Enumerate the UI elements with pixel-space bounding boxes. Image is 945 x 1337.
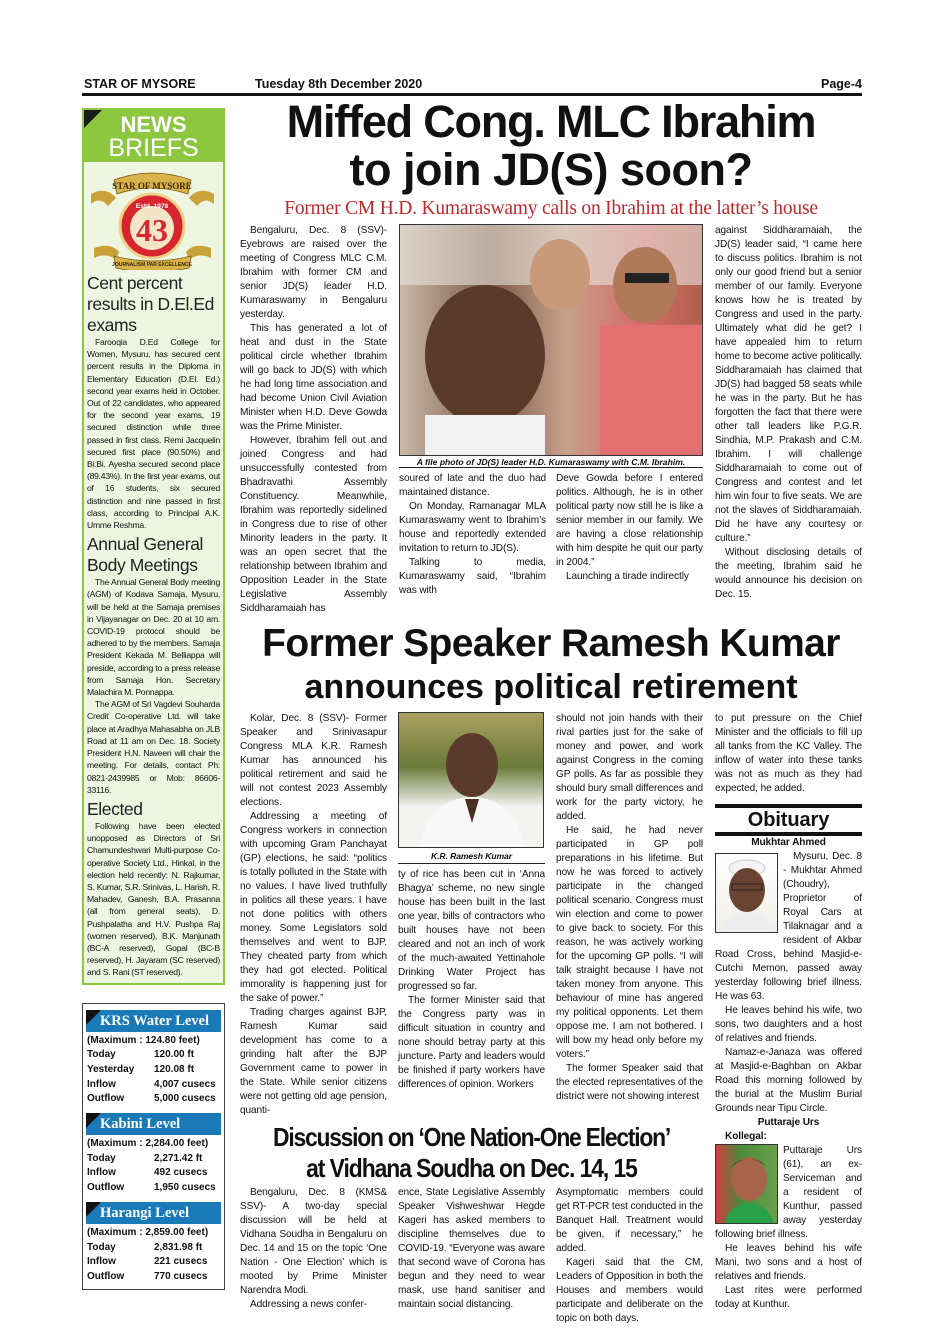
level-row: Today 2,271.42 ft — [87, 1152, 203, 1164]
article-column — [715, 224, 862, 602]
lower-section — [240, 712, 862, 1326]
article-column — [240, 1186, 387, 1312]
article-ibrahim-body — [240, 224, 862, 616]
paragraph: Asymptomatic members could get RT-PCR test conducted in the Banquet Hall. Treatment would be given, if necessary,” he added. — [556, 1187, 703, 1254]
photo-puttaraje-urs — [715, 1144, 778, 1224]
corner-triangle-icon — [86, 1010, 101, 1025]
obituary-entry — [715, 836, 862, 1312]
paragraph: Puttaraje Urs (61), an ex-Serviceman and a resident of Kunthur, passed away yesterday following brief illness. — [715, 1145, 862, 1240]
section-title: Harangi Level — [100, 1204, 190, 1221]
article-column — [398, 1186, 545, 1312]
level-row: Inflow 221 cusecs — [87, 1256, 208, 1268]
obituary-name: Mukhtar Ahmed — [751, 837, 826, 848]
brief-text: Following have been elected unopposed as Directors of Sri Chamundeshwari Multi-purpose Co-operative Society Ltd., Hinkal, in the election held recently: N. Rajkumar, S. Kumar, S.R. Srinivas, L. Harish, R. Mahadev, Ganesh, B.A. Prasanna (all from general seats), D. Pushpalatha and H.V. Pushpa Raj (women reserved), B.K. Manjunath (BC-A reserved), Gopal (BC-B reserved), H. Jayaram (SC reserved) and S. Rani (ST reserved). — [87, 820, 220, 978]
news-briefs-header — [84, 110, 223, 162]
headline-ibrahim-line1: Miffed Cong. MLC Ibrahim — [286, 96, 816, 147]
svg-text:43: 43 — [136, 212, 168, 248]
level-row: Outflow 1,950 cusecs — [87, 1182, 216, 1194]
svg-text:Estd. 1978: Estd. 1978 — [135, 203, 169, 210]
brief-results — [87, 273, 220, 531]
paragraph: ty of rice has been cut in ‘Anna Bhagya’ scheme, no new single house has been built in the last one year, bills of contractors who built houses have not been cleared and not an inch of work of the much-awaited Yettinahole Drinking Water Project has progressed so far. — [398, 869, 545, 992]
page-number: Page-4 — [821, 77, 862, 91]
briefs-list — [87, 273, 220, 979]
dateline: Kollegal: — [725, 1131, 767, 1142]
article-column — [240, 712, 387, 1118]
obituary-name: Puttaraje Urs — [757, 1117, 820, 1128]
brief-elected — [87, 799, 220, 979]
level-row: Outflow 770 cusecs — [87, 1270, 208, 1282]
max-level: (Maximum : 2,284.00 feet) — [87, 1138, 209, 1150]
paragraph: Launching a tirade indirectly — [566, 571, 689, 582]
paragraph: Trading charges against BJP, Ramesh Kumar said development has come to a grinding halt after the BJP Government came to power in the State. While senior citizens were not getting old age pension, quanti- — [240, 1007, 387, 1116]
section-title: Kabini Level — [100, 1116, 181, 1133]
brief-text: The AGM of Sri Vagdevi Souharda Credit Co-operative Ltd. will take place at Aradhya Mahasabha on JLB Road at 11 am on Dec. 18. Society President H.N. Naveen will chair the meeting. For details, contact Ph: 0821-2439985 or Mob: 86606-33116. — [87, 699, 220, 795]
paragraph: He leaves behind his wife Mani, two sons and a host of relatives and friends. — [715, 1243, 862, 1282]
level-row: Today 120.00 ft — [87, 1049, 195, 1061]
paragraph: This has generated a lot of heat and dust in the State political circle whether Ibrahim will go back to JD(S) with which he had long time association and had become Union Civil Aviation Minister when H.D. Deve Gowda was the Prime Minister. — [240, 323, 387, 432]
svg-text:JOURNALISM PAR EXCELLENCE: JOURNALISM PAR EXCELLENCE — [112, 262, 192, 268]
lower-right — [715, 712, 862, 1312]
photo-mukhtar-ahmed — [715, 853, 778, 933]
header-briefs: BRIEFS — [108, 134, 199, 162]
paper-name: STAR OF MYSORE — [84, 77, 196, 91]
paragraph: Last rites were performed today at Kunthur. — [715, 1285, 862, 1310]
paragraph: Bengaluru, Dec. 8 (KMS& SSV)- A two-day special discussion will be held at Vidhana Soudha in Bengaluru on Dec. 14 and 15 on the topic ‘One Nation - One Election’ which is mooted by Prime Minister Narendra Modi. — [240, 1187, 387, 1296]
anniversary-logo — [86, 166, 219, 270]
paragraph: On Monday, Ramanagar MLA Kumaraswamy went to Ibrahim’s house and reportedly extended invitation to return to JD(S). — [399, 501, 546, 554]
headline-ramesh-line1: Former Speaker Ramesh Kumar — [262, 622, 840, 665]
issue-date: Tuesday 8th December 2020 — [255, 77, 423, 91]
headline-one-nation-line2: at Vidhana Soudha on Dec. 14, 15 — [306, 1153, 637, 1183]
water-levels-box — [82, 1003, 225, 1290]
paragraph: Deve Gowda before I entered politics. Although, he is in other political party now still he is like a senior member in our family. We are having a close relationship with him despite he quit our party in 2004.” — [556, 473, 703, 568]
harangi-level — [86, 1202, 221, 1285]
paragraph: soured of late and the duo had maintained distance. — [399, 473, 546, 498]
brief-title: Annual General Body Meetings — [87, 534, 204, 576]
paragraph: Namaz-e-Janaza was offered at Masjid-e-Baghban on Akbar Road this morning followed by the burial at the Muslim Burial Grounds near Tipu Circle. — [715, 1047, 862, 1114]
paragraph: against Siddharamaiah, the JD(S) leader said, “I came here to discuss politics. Ibrahim is not only our good friend but a senior member of our family. Everyone knows how he is treated by Congress and used in the party. Ultimately what did he get? I have appealed him to return home to become active politically. Siddharamaiah has claimed that JD(S) had bagged 58 seats while he was in the party. But he has forgotten the fact that there were other tall leaders like P.G.R. Sindhia, M.P. Prakash and C.M. Ibrahim. I will challenge Siddharamaiah to come out of Congress and contest and let him win four to five seats. We are not the slaves of Siddharamaiah. Did he have any courtesy or culture.” — [715, 225, 862, 544]
paragraph: to put pressure on the Chief Minister and the officials to fill up all tanks from the KC Valley. The inflow of water into these tanks was not as much as they had expected, he added. — [715, 713, 862, 794]
paragraph: Without disclosing details of the meeting, Ibrahim said he would announce his decision on Dec. 15. — [715, 547, 862, 600]
photo-caption: A file photo of JD(S) leader H.D. Kumaraswamy with C.M. Ibrahim. — [399, 457, 703, 468]
article-middle — [398, 712, 545, 1092]
level-row: Outflow 5,000 cusecs — [87, 1093, 216, 1105]
paragraph: The former Minister said that the Congress party was in difficult situation in country and none should betray party at this juncture. Party and leaders would be finished if party workers have differences of opinion. Workers — [398, 995, 545, 1090]
paragraph: However, Ibrahim fell out and joined Congress and had unsuccessfully contested from Bhadravathi Assembly Constituency. Meanwhile, Ibrahim was reportedly sidelined in Congress due to rise of other Minority leaders in the party. It was an open secret that the relationship between Ibrahim and Opposition Leader in the State Legislative Assembly Siddharamaiah has — [240, 435, 387, 614]
brief-title: Cent percent results in D.El.Ed exams — [87, 273, 215, 335]
paragraph: Kageri said that the CM, Leaders of Opposition in both the Houses and members would participate and deliberate on the topic on both days. — [556, 1257, 703, 1324]
brief-text: Farooqia D.Ed College for Women, Mysuru, has secured cent percent results in the Diploma in Elementary Education (D.El. Ed.) second year exams held in October. Out of 22 candidates, who appeared for the second year exams, 19 secured distinction while three passed in first class. Remi Jacquelin secured first place (90.50%) and Bi.Bi. Ayesha secured second place (89.43%). In the first year exams, out of 16 students, six secured distinction and nine passed in first class, according to Principal A.K. Umme Reshma. — [87, 337, 220, 531]
level-row: Inflow 492 cusecs — [87, 1167, 208, 1179]
section-title: KRS Water Level — [100, 1012, 210, 1029]
article-column — [556, 472, 703, 584]
brief-text: The Annual General Body meeting (AGM) of Kodava Samaja, Mysuru, will be held at the Samaja premises in Vijayanagar on Dec. 20 at 10 am. COVID-19 protocol should be adhered to by the members. Samaja President Kekada M. Belliappa will preside, according to a press release from Samaja Hon. Secretary Malachira M. Ponnappa. — [87, 577, 220, 698]
photo-caption: K.R. Ramesh Kumar — [398, 849, 545, 864]
paragraph: Talking to media, Kumaraswamy said, “Ibrahim was with — [399, 557, 546, 596]
article-one-nation-body — [240, 1186, 703, 1326]
krs-level — [86, 1010, 221, 1108]
level-row: Inflow 4,007 cusecs — [87, 1078, 216, 1090]
brief-title: Elected — [87, 798, 143, 819]
corner-triangle-icon — [86, 1202, 101, 1217]
article-column — [556, 712, 703, 1104]
brief-agm — [87, 534, 220, 796]
paragraph: Bengaluru, Dec. 8 (SSV)- Eyebrows are raised over the meeting of Congress MLC C.M. Ibrahim with former CM and senior JD(S) leader H.D. Kumaraswamy in Bengaluru yesterday. — [240, 225, 387, 320]
corner-triangle-icon — [84, 110, 102, 128]
paragraph: should not join hands with their rival parties just for the sake of money and power, and work against Congress in the coming GP polls. As far as possible they should bury small differences and work for the party victory, he added. — [556, 713, 703, 822]
photo-ramesh-kumar — [398, 712, 544, 848]
news-briefs-panel — [82, 108, 225, 985]
left-column — [82, 108, 225, 1290]
article-ramesh-body — [240, 712, 703, 1118]
headline-ramesh-line2: announces political retirement — [304, 668, 798, 706]
paragraph: Mysuru, Dec. 8 - Mukhtar Ahmed (Choudry), Proprietor of Royal Cars at Tilaknagar and a resident of Akbar Road Cross, behind Masjid-e-Cutchi Memon, passed away yesterday following brief illness. He was 63. — [715, 851, 862, 1002]
header-news: NEWS — [120, 112, 187, 137]
paragraph: ence, State Legislative Assembly Speaker Vishweshwar Hegde Kageri has asked members to discipline themselves due to COVID-19. “Everyone was aware that second wave of Corona has begun and they need to wear mask, use hand sanitiser and maintain social distancing. — [398, 1187, 545, 1310]
paragraph: Kolar, Dec. 8 (SSV)- Former Speaker and Srinivasapur Congress MLA K.R. Ramesh Kumar has announced his political retirement and said he will not contest 2023 Assembly elections. — [240, 713, 387, 808]
lower-left — [240, 712, 703, 1326]
article-column — [240, 224, 387, 616]
paragraph: The former Speaker said that the elected representatives of the district were not showing interest — [556, 1063, 703, 1102]
photo-kumaraswamy-ibrahim — [399, 224, 703, 456]
max-level: (Maximum : 124.80 feet) — [87, 1034, 200, 1046]
paragraph: Addressing a news confer- — [250, 1299, 368, 1310]
article-column — [399, 472, 546, 598]
headline-one-nation-line1: Discussion on ‘One Nation-One Election’ — [273, 1122, 670, 1152]
paragraph: He said, he had never participated in GP poll preparations in his lifetime. But now he was forced to actively participate in the changed political scenario. Congress must win election and come to power to give back to society. For this reason, he was actively working for the upcoming GP polls. “I will talk straight because I have not taken money from anyone. This behaviour of mine has angered my political opponents. Let them oppose me. I am not bothered. I will bow my head only before my voters.” — [556, 825, 703, 1060]
max-level: (Maximum : 2,859.00 feet) — [87, 1226, 209, 1238]
level-row: Yesterday 120.08 ft — [87, 1063, 195, 1075]
paragraph: Addressing a meeting of Congress workers in connection with upcoming Gram Panchayat (GP) elections, he said: “politics is totally polluted in the State with no values. I have lived truthfully in politics all these years. I have not done politics with others money. Some Legislators sold themselves and went to BJP. They cheated party from which they had got elected. Political immorality is happening just for the sake of power.” — [240, 811, 387, 1004]
svg-text:STAR OF MYSORE: STAR OF MYSORE — [112, 181, 192, 191]
obituary-heading: Obituary — [747, 809, 830, 831]
article-middle — [399, 224, 703, 598]
subheadline-ibrahim: Former CM H.D. Kumaraswamy calls on Ibrahim at the latter’s house — [284, 198, 818, 219]
paragraph: He leaves behind his wife, two sons, two daughters and a host of relatives and friends. — [715, 1005, 862, 1044]
article-column — [556, 1186, 703, 1326]
corner-triangle-icon — [86, 1113, 101, 1128]
kabini-level — [86, 1113, 221, 1196]
main-content — [240, 98, 862, 1326]
level-row: Today 2,831.98 ft — [87, 1241, 203, 1253]
headline-ibrahim-line2: to join JD(S) soon? — [349, 144, 753, 195]
